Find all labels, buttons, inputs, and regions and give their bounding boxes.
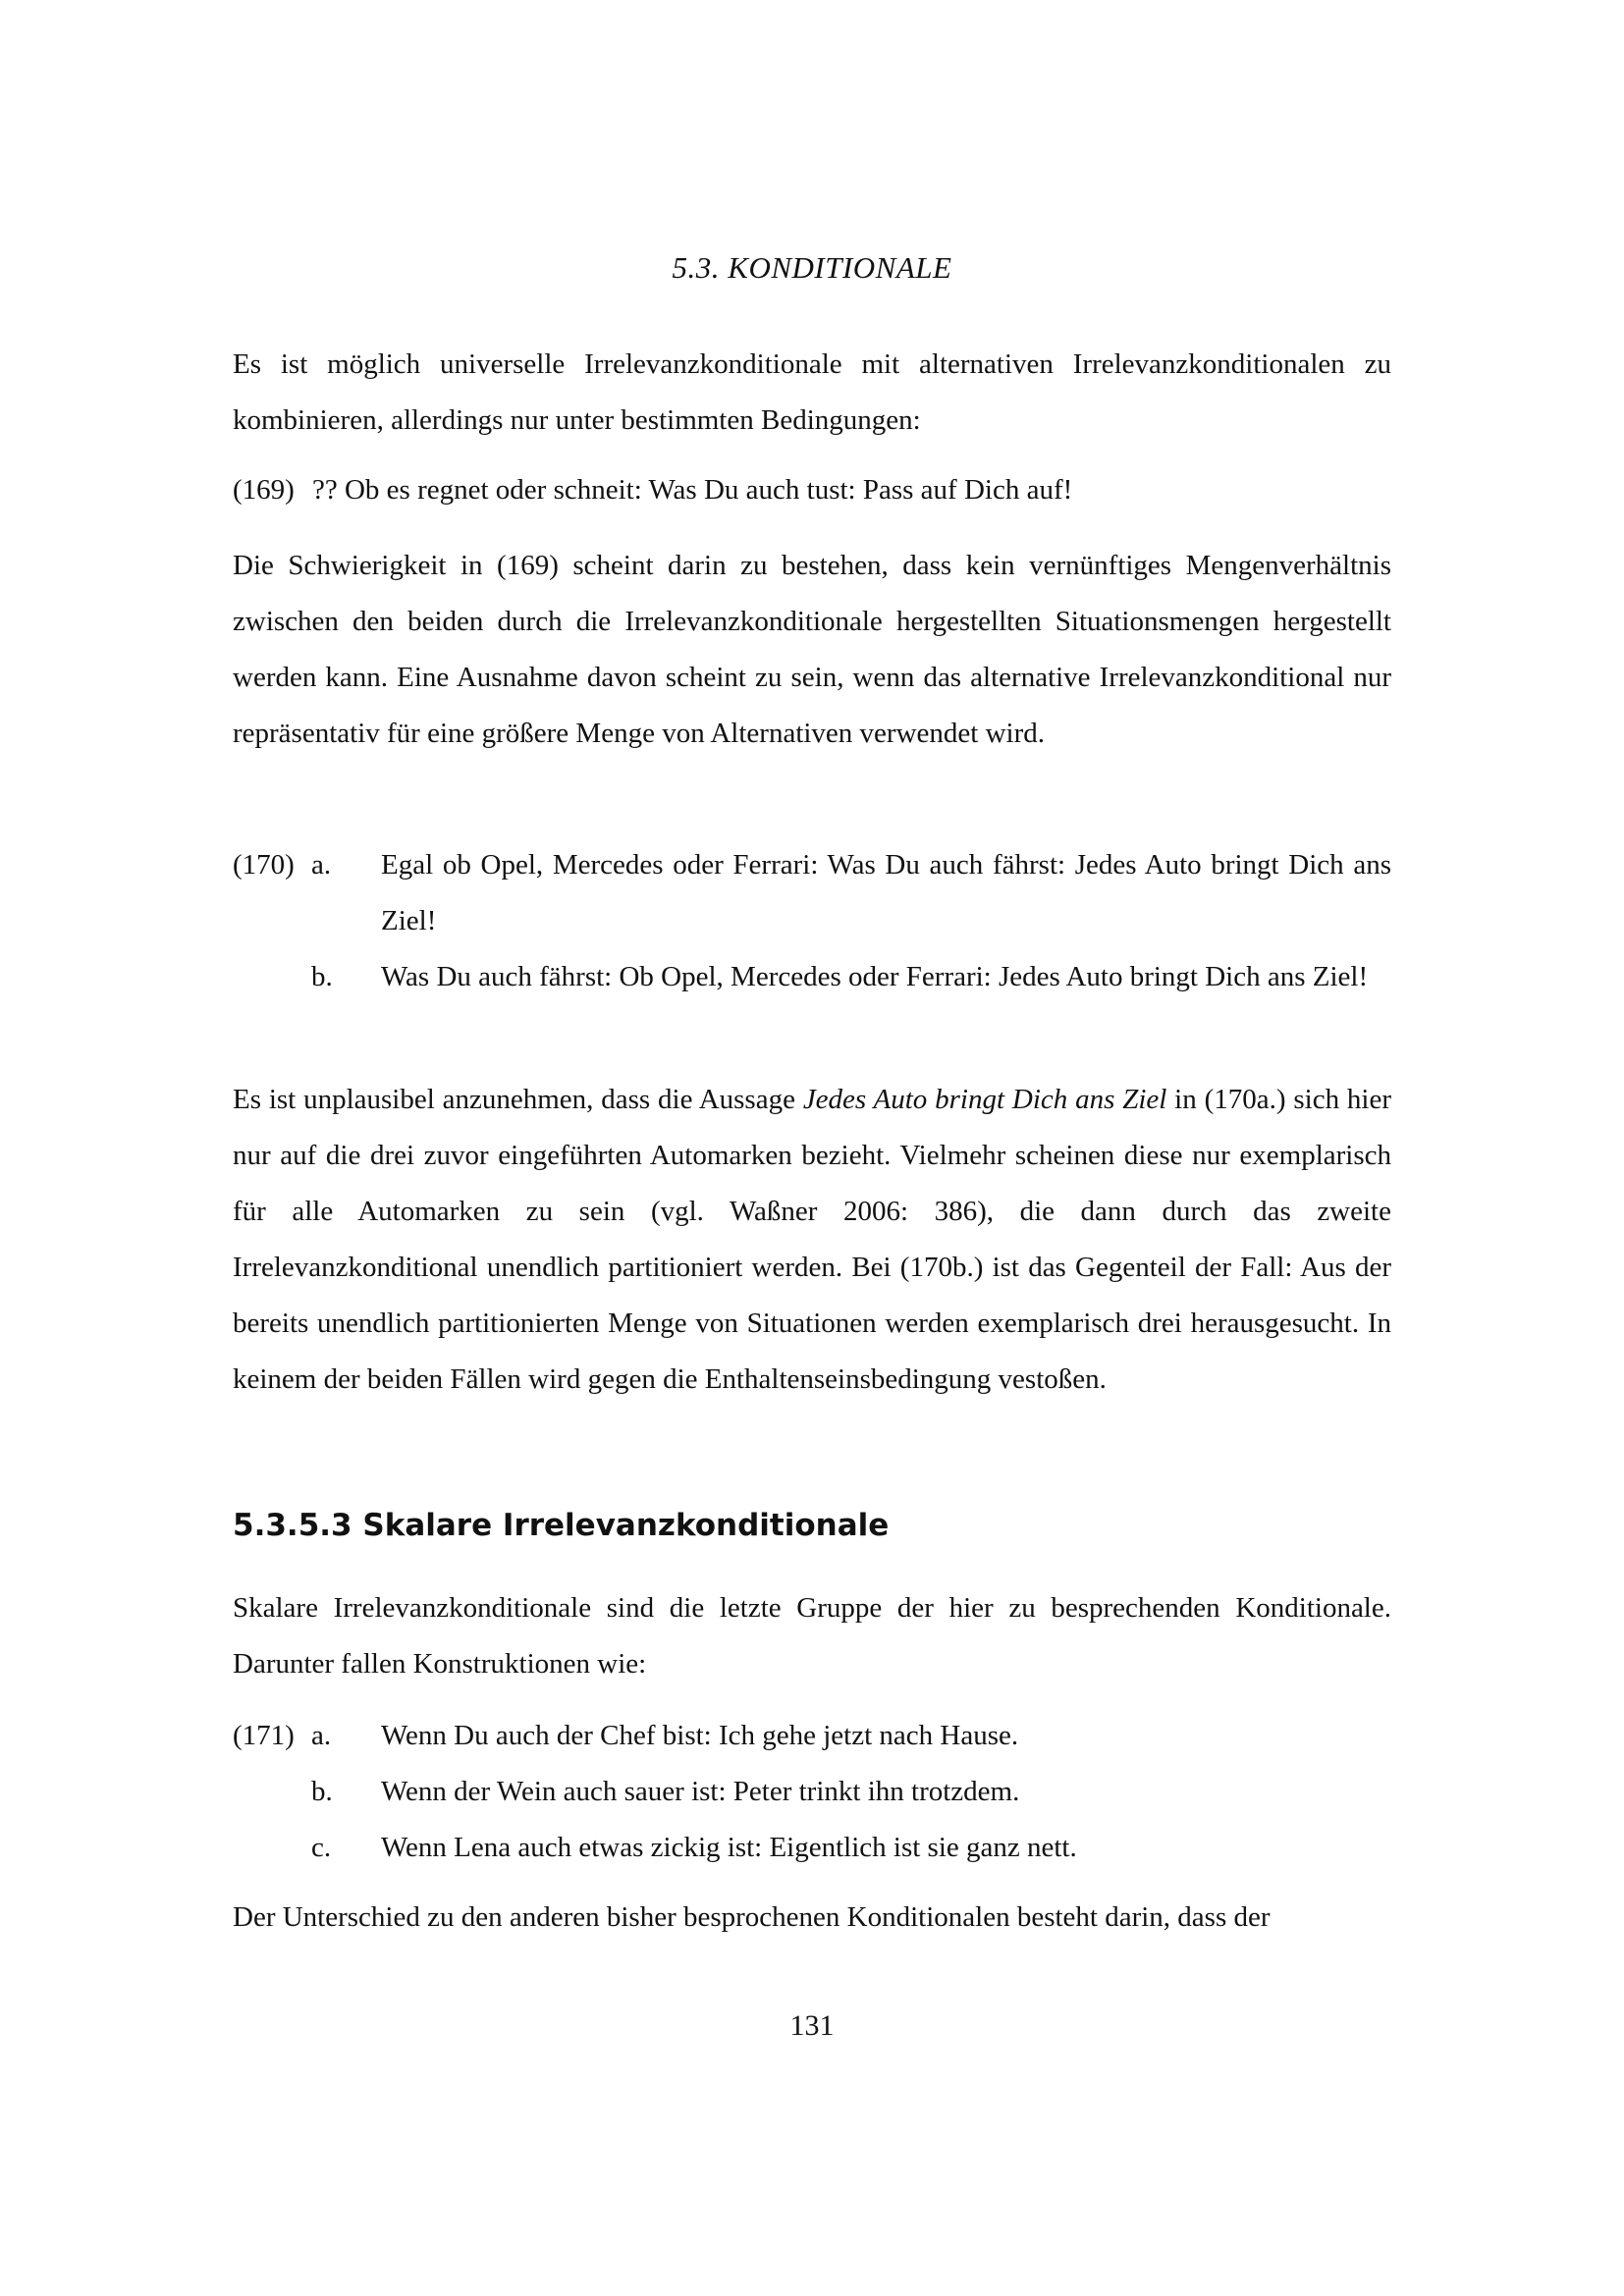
paragraph-text-start: Es ist unplausibel anzunehmen, dass die Aussage	[233, 1084, 803, 1115]
example-text: Egal ob Opel, Mercedes oder Ferrari: Was Du auch fährst: Jedes Auto bringt Dich ans Ziel!	[381, 849, 1391, 936]
example-170	[233, 837, 1391, 1005]
example-row	[233, 462, 1391, 518]
paragraph-difference	[233, 1890, 1391, 1946]
example-row-a	[233, 1708, 1391, 1764]
paragraph-text-end: in (170a.) sich hier nur auf die drei zuvor eingeführten Automarken bezieht. Vielmehr scheinen diese nur exemplarisch für alle Automarken zu sein (vgl. Waßner 2006: 386), die dann durch das zweite Irrelevanzkonditional unendlich partitioniert werden. Bei (170b.) ist das Gegenteil der Fall: Aus der bereits unendlich partitionierten Menge von Situationen werden exemplarisch drei herausgesucht. In keinem der beiden Fällen wird gegen die Enthaltenseinsbedingung vestoßen.	[233, 1084, 1391, 1395]
example-row-b	[233, 949, 1391, 1005]
example-row-a	[233, 837, 1391, 949]
paragraph-difficulty	[233, 538, 1391, 762]
example-number: (169)	[233, 474, 295, 506]
example-letter: b.	[311, 1776, 333, 1807]
example-text: Wenn der Wein auch sauer ist: Peter trinkt ihn trotzdem.	[381, 1776, 1020, 1807]
example-row-c	[233, 1820, 1391, 1876]
paragraph-text: Skalare Irrelevanzkonditionale sind die letzte Gruppe der hier zu besprechenden Konditionale. Darunter fallen Konstruktionen wie:	[233, 1592, 1391, 1680]
paragraph-intro	[233, 337, 1391, 449]
section-heading: 5.3.5.3 Skalare Irrelevanzkonditionale	[233, 1508, 890, 1543]
example-number: (171)	[233, 1720, 295, 1751]
example-letter: c.	[311, 1832, 332, 1863]
paragraph-text: Die Schwierigkeit in (169) scheint darin zu bestehen, dass kein vernünftiges Mengenverhältnis zwischen den beiden durch die Irrelevanzkonditionale hergestellten Situationsmengen hergestellt werden kann. Eine Ausnahme davon scheint zu sein, wenn das alternative Irrelevanzkonditional nur repräsentativ für eine größere Menge von Alternativen verwendet wird.	[233, 550, 1391, 749]
emphasized-phrase: Jedes Auto bringt Dich ans Ziel	[802, 1084, 1167, 1115]
example-letter: a.	[311, 849, 332, 881]
paragraph-text	[233, 1072, 1391, 1408]
running-head: 5.3. KONDITIONALE	[672, 250, 952, 285]
paragraph-scalar-intro	[233, 1580, 1391, 1692]
example-letter: b.	[311, 961, 333, 992]
paragraph-text: Es ist möglich universelle Irrelevanzkonditionale mit alternativen Irrelevanzkonditionalen zu kombinieren, allerdings nur unter bestimmten Bedingungen:	[233, 348, 1391, 436]
example-letter: a.	[311, 1720, 332, 1751]
example-text: Was Du auch fährst: Ob Opel, Mercedes oder Ferrari: Jedes Auto bringt Dich ans Ziel!	[381, 961, 1369, 992]
paragraph-text: Der Unterschied zu den anderen bisher besprochenen Konditionalen besteht darin, dass der	[233, 1901, 1271, 1933]
paragraph-discussion	[233, 1072, 1391, 1408]
example-text: Wenn Lena auch etwas zickig ist: Eigentlich ist sie ganz nett.	[381, 1832, 1077, 1863]
page-number: 131	[789, 2009, 835, 2042]
example-row-b	[233, 1764, 1391, 1820]
example-169	[233, 462, 1391, 518]
example-text: ?? Ob es regnet oder schneit: Was Du auch tust: Pass auf Dich auf!	[312, 474, 1073, 506]
example-number: (170)	[233, 849, 295, 881]
example-171	[233, 1708, 1391, 1876]
example-text: Wenn Du auch der Chef bist: Ich gehe jetzt nach Hause.	[381, 1720, 1019, 1751]
